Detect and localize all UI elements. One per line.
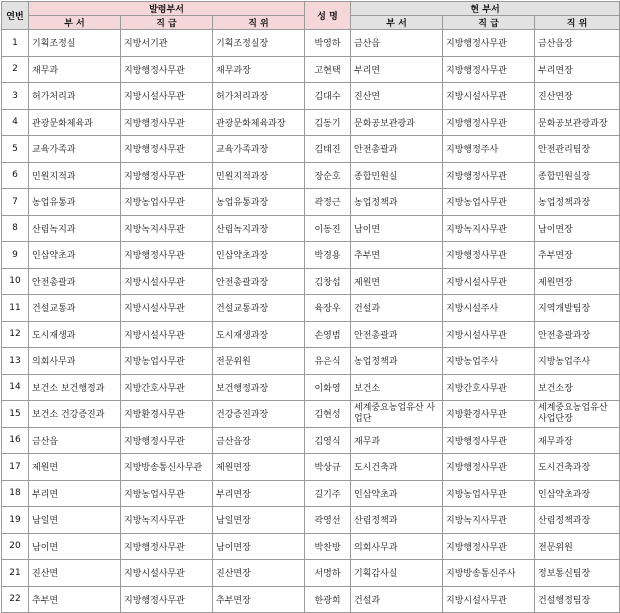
- origin-position-cell: 제원면장: [213, 454, 305, 481]
- current-position-cell: 전문위원: [535, 533, 620, 560]
- current-grade-cell: 지방행정사무관: [443, 427, 535, 454]
- table-row: [2, 268, 620, 295]
- table-row: [2, 533, 620, 560]
- personnel-table: [1, 1, 620, 613]
- row-number-cell: 21: [2, 560, 29, 587]
- origin-grade-cell: 지방행정사무관: [121, 586, 213, 613]
- origin-dept-cell: 농업유통과: [29, 189, 121, 216]
- origin-dept-cell: 건설교통과: [29, 295, 121, 322]
- current-position-cell: 산림정책과장: [535, 507, 620, 534]
- origin-grade-cell: 지방행정사무관: [121, 242, 213, 269]
- person-name-cell: 박상규: [305, 454, 351, 481]
- current-dept-cell: 안전총괄과: [351, 136, 443, 163]
- origin-position-cell: 농업유통과장: [213, 189, 305, 216]
- current-grade-cell: 지방시설주사: [443, 295, 535, 322]
- current-position-cell: 보건소장: [535, 374, 620, 401]
- origin-dept-cell: 재무과: [29, 56, 121, 83]
- current-grade-cell: 지방행정주사: [443, 136, 535, 163]
- origin-grade-cell: 지방농업사무관: [121, 189, 213, 216]
- origin-position-cell: 추부면장: [213, 586, 305, 613]
- origin-dept-cell: 부리면: [29, 480, 121, 507]
- person-name-cell: 이화영: [305, 374, 351, 401]
- person-name-cell: 이동진: [305, 215, 351, 242]
- current-grade-cell: 지방행정사무관: [443, 242, 535, 269]
- origin-position-cell: 금산읍장: [213, 427, 305, 454]
- current-dept-cell: 추부면: [351, 242, 443, 269]
- person-name-cell: 고현택: [305, 56, 351, 83]
- table-row: [2, 586, 620, 613]
- row-number-cell: 11: [2, 295, 29, 322]
- current-position-cell: 재무과장: [535, 427, 620, 454]
- origin-position-cell: 민원지적과장: [213, 162, 305, 189]
- origin-position-cell: 기획조정실장: [213, 30, 305, 57]
- current-dept-cell: 인삼약초과: [351, 480, 443, 507]
- table-row: [2, 507, 620, 534]
- current-position-cell: 금산읍장: [535, 30, 620, 57]
- origin-dept-cell: 교육가족과: [29, 136, 121, 163]
- origin-dept-cell: 도시재생과: [29, 321, 121, 348]
- origin-position-cell: 허가처리과장: [213, 83, 305, 110]
- origin-grade-cell: 지방시설사무관: [121, 83, 213, 110]
- table-row: [2, 83, 620, 110]
- current-dept-cell: 종합민원실: [351, 162, 443, 189]
- origin-position-cell: 산림녹지과장: [213, 215, 305, 242]
- row-number-cell: 6: [2, 162, 29, 189]
- origin-position-cell: 남일면장: [213, 507, 305, 534]
- current-grade-cell: 지방방송통신주사: [443, 560, 535, 587]
- origin-grade-cell: 지방행정사무관: [121, 136, 213, 163]
- origin-position-cell: 교육가족과장: [213, 136, 305, 163]
- origin-position-cell: 인삼약초과장: [213, 242, 305, 269]
- current-position-cell: 문화공보관광과장: [535, 109, 620, 136]
- person-name-cell: 서명하: [305, 560, 351, 587]
- current-grade-cell: 지방환경사무관: [443, 401, 535, 428]
- current-grade-cell: 지방행정사무관: [443, 454, 535, 481]
- person-name-cell: 김태진: [305, 136, 351, 163]
- table-row: [2, 162, 620, 189]
- current-grade-cell: 지방행정사무관: [443, 162, 535, 189]
- origin-dept-cell: 남이면: [29, 533, 121, 560]
- person-name-cell: 유은식: [305, 348, 351, 375]
- current-grade-cell: 지방행정사무관: [443, 30, 535, 57]
- person-name-cell: 김창섭: [305, 268, 351, 295]
- current-dept-cell: 도시건축과: [351, 454, 443, 481]
- row-number-cell: 15: [2, 401, 29, 428]
- table-row: [2, 427, 620, 454]
- origin-position-cell: 진산면장: [213, 560, 305, 587]
- table-row: [2, 215, 620, 242]
- current-position-cell: 안전관리팀장: [535, 136, 620, 163]
- current-position-cell: 종합민원실장: [535, 162, 620, 189]
- row-number-cell: 20: [2, 533, 29, 560]
- person-name-cell: 곽영선: [305, 507, 351, 534]
- current-grade-cell: 지방농업사무관: [443, 480, 535, 507]
- origin-grade-cell: 지방방송통신사무관: [121, 454, 213, 481]
- current-position-cell: 인삼약초과장: [535, 480, 620, 507]
- person-name-cell: 김영식: [305, 427, 351, 454]
- current-grade-cell: 지방녹지사무관: [443, 507, 535, 534]
- current-position-cell: 건설행정팀장: [535, 586, 620, 613]
- current-dept-cell: 세계중요농업유산 사업단: [351, 401, 443, 428]
- person-name-cell: 박찬방: [305, 533, 351, 560]
- origin-position-cell: 건설교통과장: [213, 295, 305, 322]
- origin-grade-cell: 지방녹지사무관: [121, 507, 213, 534]
- person-name-cell: 한광희: [305, 586, 351, 613]
- origin-dept-cell: 추부면: [29, 586, 121, 613]
- table-body: [2, 30, 620, 613]
- row-number-cell: 1: [2, 30, 29, 57]
- current-grade-cell: 지방시설사무관: [443, 83, 535, 110]
- current-position-cell: 지역개발팀장: [535, 295, 620, 322]
- current-dept-cell: 산림정책과: [351, 507, 443, 534]
- current-position-cell: 세계중요농업유산 사업단장: [535, 401, 620, 428]
- current-position-cell: 진산면장: [535, 83, 620, 110]
- current-grade-cell: 지방시설사무관: [443, 268, 535, 295]
- origin-dept-cell: 보건소 보건행정과: [29, 374, 121, 401]
- origin-dept-cell: 산림녹지과: [29, 215, 121, 242]
- origin-dept-cell: 의회사무과: [29, 348, 121, 375]
- row-number-cell: 8: [2, 215, 29, 242]
- current-dept-cell: 농업정책과: [351, 348, 443, 375]
- current-dept-cell: 의회사무과: [351, 533, 443, 560]
- current-grade-cell: 지방행정사무관: [443, 56, 535, 83]
- person-name-cell: 길기주: [305, 480, 351, 507]
- origin-grade-cell: 지방농업사무관: [121, 348, 213, 375]
- row-number-cell: 12: [2, 321, 29, 348]
- header-no: 연번: [2, 2, 29, 30]
- origin-grade-cell: 지방행정사무관: [121, 162, 213, 189]
- origin-dept-cell: 제원면: [29, 454, 121, 481]
- origin-dept-cell: 기획조정실: [29, 30, 121, 57]
- table-row: [2, 560, 620, 587]
- current-position-cell: 정보통신팀장: [535, 560, 620, 587]
- current-dept-cell: 금산읍: [351, 30, 443, 57]
- header-current-group: 현 부서: [351, 2, 620, 16]
- origin-position-cell: 도시재생과장: [213, 321, 305, 348]
- current-dept-cell: 건설과: [351, 586, 443, 613]
- origin-position-cell: 관광문화체육과장: [213, 109, 305, 136]
- origin-grade-cell: 지방시설사무관: [121, 295, 213, 322]
- row-number-cell: 2: [2, 56, 29, 83]
- current-dept-cell: 문화공보관광과: [351, 109, 443, 136]
- origin-dept-cell: 금산읍: [29, 427, 121, 454]
- table-row: [2, 348, 620, 375]
- origin-grade-cell: 지방행정사무관: [121, 427, 213, 454]
- table-row: [2, 480, 620, 507]
- row-number-cell: 3: [2, 83, 29, 110]
- person-name-cell: 김대수: [305, 83, 351, 110]
- table-row: [2, 56, 620, 83]
- current-dept-cell: 기획감사실: [351, 560, 443, 587]
- table-row: [2, 242, 620, 269]
- origin-grade-cell: 지방농업사무관: [121, 480, 213, 507]
- current-position-cell: 지방농업주사: [535, 348, 620, 375]
- current-grade-cell: 지방시설사무관: [443, 321, 535, 348]
- origin-grade-cell: 지방시설사무관: [121, 268, 213, 295]
- header-origin-group: 발령부서: [29, 2, 305, 16]
- origin-grade-cell: 지방시설사무관: [121, 321, 213, 348]
- row-number-cell: 18: [2, 480, 29, 507]
- origin-dept-cell: 진산면: [29, 560, 121, 587]
- person-name-cell: 손영범: [305, 321, 351, 348]
- origin-dept-cell: 민원지적과: [29, 162, 121, 189]
- current-dept-cell: 진산면: [351, 83, 443, 110]
- current-dept-cell: 남이면: [351, 215, 443, 242]
- origin-grade-cell: 지방환경사무관: [121, 401, 213, 428]
- current-position-cell: 남이면장: [535, 215, 620, 242]
- current-grade-cell: 지방농업주사: [443, 348, 535, 375]
- person-name-cell: 장순호: [305, 162, 351, 189]
- origin-dept-cell: 관광문화체육과: [29, 109, 121, 136]
- table-row: [2, 454, 620, 481]
- table-row: [2, 374, 620, 401]
- current-dept-cell: 재무과: [351, 427, 443, 454]
- current-dept-cell: 건설과: [351, 295, 443, 322]
- current-grade-cell: 지방시설사무관: [443, 586, 535, 613]
- table-row: [2, 189, 620, 216]
- row-number-cell: 10: [2, 268, 29, 295]
- person-name-cell: 김현성: [305, 401, 351, 428]
- origin-dept-cell: 허가처리과: [29, 83, 121, 110]
- current-position-cell: 제원면장: [535, 268, 620, 295]
- current-dept-cell: 보건소: [351, 374, 443, 401]
- origin-grade-cell: 지방행정사무관: [121, 56, 213, 83]
- origin-grade-cell: 지방서기관: [121, 30, 213, 57]
- row-number-cell: 5: [2, 136, 29, 163]
- row-number-cell: 14: [2, 374, 29, 401]
- header-name: 성 명: [305, 2, 351, 30]
- current-position-cell: 농업정책과장: [535, 189, 620, 216]
- origin-position-cell: 재무과장: [213, 56, 305, 83]
- current-position-cell: 도시건축과장: [535, 454, 620, 481]
- origin-grade-cell: 지방행정사무관: [121, 533, 213, 560]
- origin-dept-cell: 인삼약초과: [29, 242, 121, 269]
- row-number-cell: 19: [2, 507, 29, 534]
- origin-position-cell: 남이면장: [213, 533, 305, 560]
- row-number-cell: 4: [2, 109, 29, 136]
- origin-dept-cell: 안전총괄과: [29, 268, 121, 295]
- person-name-cell: 곽정근: [305, 189, 351, 216]
- header-origin-grade: 직 급: [121, 16, 213, 30]
- row-number-cell: 16: [2, 427, 29, 454]
- person-name-cell: 육장우: [305, 295, 351, 322]
- row-number-cell: 13: [2, 348, 29, 375]
- header-origin-position: 직 위: [213, 16, 305, 30]
- current-dept-cell: 부리면: [351, 56, 443, 83]
- row-number-cell: 22: [2, 586, 29, 613]
- current-grade-cell: 지방행정사무관: [443, 109, 535, 136]
- person-name-cell: 박경용: [305, 242, 351, 269]
- table-row: [2, 295, 620, 322]
- header-origin-dept: 부 서: [29, 16, 121, 30]
- origin-grade-cell: 지방행정사무관: [121, 109, 213, 136]
- current-position-cell: 안전총괄과장: [535, 321, 620, 348]
- origin-position-cell: 건강증진과장: [213, 401, 305, 428]
- origin-position-cell: 부리면장: [213, 480, 305, 507]
- table-row: [2, 109, 620, 136]
- origin-dept-cell: 남일면: [29, 507, 121, 534]
- table-row: [2, 30, 620, 57]
- person-name-cell: 박영하: [305, 30, 351, 57]
- header-current-grade: 직 급: [443, 16, 535, 30]
- origin-grade-cell: 지방간호사무관: [121, 374, 213, 401]
- origin-grade-cell: 지방시설사무관: [121, 560, 213, 587]
- table-row: [2, 136, 620, 163]
- current-grade-cell: 지방간호사무관: [443, 374, 535, 401]
- header-current-position: 직 위: [535, 16, 620, 30]
- current-dept-cell: 안전총괄과: [351, 321, 443, 348]
- origin-dept-cell: 보건소 건강증진과: [29, 401, 121, 428]
- origin-position-cell: 안전총괄과장: [213, 268, 305, 295]
- current-dept-cell: 농업정책과: [351, 189, 443, 216]
- current-dept-cell: 제원면: [351, 268, 443, 295]
- row-number-cell: 7: [2, 189, 29, 216]
- row-number-cell: 17: [2, 454, 29, 481]
- header-current-dept: 부 서: [351, 16, 443, 30]
- current-position-cell: 추부면장: [535, 242, 620, 269]
- origin-position-cell: 전문위원: [213, 348, 305, 375]
- current-grade-cell: 지방농업사무관: [443, 189, 535, 216]
- row-number-cell: 9: [2, 242, 29, 269]
- current-grade-cell: 지방녹지사무관: [443, 215, 535, 242]
- origin-position-cell: 보건행정과장: [213, 374, 305, 401]
- current-grade-cell: 지방행정사무관: [443, 533, 535, 560]
- table-row: [2, 321, 620, 348]
- current-position-cell: 부리면장: [535, 56, 620, 83]
- table-row: [2, 401, 620, 428]
- person-name-cell: 김동기: [305, 109, 351, 136]
- origin-grade-cell: 지방녹지사무관: [121, 215, 213, 242]
